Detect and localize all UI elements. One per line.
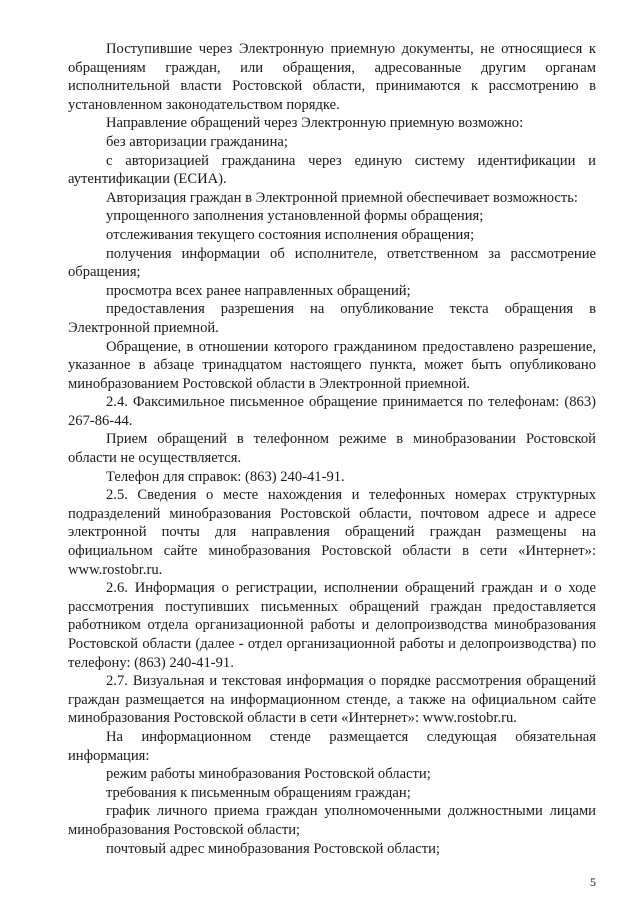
list-item: просмотра всех ранее направленных обращений; [106,282,411,299]
list-item: без авторизации гражданина; [106,133,288,150]
paragraph: 2.4. Факсимильное письменное обращение принимается по телефонам: (863) 267-86-44. [68,394,596,429]
list-item: требования к письменным обращениям граждан; [106,784,411,801]
list-item: с авторизацией гражданина через единую систему идентификации и аутентификации (ЕСИА). [68,152,596,188]
paragraph: Телефон для справок: (863) 240-41-91. [106,468,345,485]
paragraph: 2.7. Визуальная и текстовая информация о порядке рассмотрения обращений граждан размещается на информационном стенде, а также на официальном сайте минобразования Ростовской области в сети «Интернет»: www.rostobr.ru. [68,673,596,727]
paragraph: 2.5. Сведения о месте нахождения и телефонных номерах структурных подразделений минобразования Ростовской области, почтовом адресе и адресе электронной почты для направления обращений граждан размещены на официальном сайте минобразования Ростовской области в сети «Интернет»: www.rostobr.ru. [68,487,596,578]
paragraph: Авторизация граждан в Электронной приемной обеспечивает возможность: [106,189,578,206]
page-number: 5 [590,875,596,889]
paragraph: 2.6. Информация о регистрации, исполнении обращений граждан и о ходе рассмотрения поступивших письменных обращений граждан предоставляется работником отдела организационной работы и делопроизводства минобразования Ростовской области (далее - отдел организационной работы и делопроизводства) по телефону: (863) 240-41-91. [68,580,596,671]
list-item: упрощенного заполнения установленной формы обращения; [106,208,484,225]
list-item: почтовый адрес минобразования Ростовской области; [106,840,440,857]
paragraph: Поступившие через Электронную приемную документы, не относящиеся к обращениям граждан, или обращения, адресованные другим органам исполнительной власти Ростовской области, принимаются к рассмотрению в установленном законодательством порядке. [68,41,596,113]
list-item: предоставления разрешения на опубликование текста обращения в Электронной приемной. [68,301,596,336]
list-item: график личного приема граждан уполномоченными должностными лицами минобразования Ростовской области; [68,803,596,838]
list-item: режим работы минобразования Ростовской области; [106,766,431,783]
list-item: получения информации об исполнителе, ответственном за рассмотрение обращения; [68,245,596,281]
paragraph: На информационном стенде размещается следующая обязательная информация: [68,728,596,764]
document-body [68,40,596,858]
list-item: отслеживания текущего состояния исполнения обращения; [106,226,475,243]
paragraph: Прием обращений в телефонном режиме в минобразовании Ростовской области не осуществляется. [68,431,596,467]
paragraph: Направление обращений через Электронную приемную возможно: [106,115,524,132]
paragraph: Обращение, в отношении которого гражданином предоставлено разрешение, указанное в абзаце тринадцатом настоящего пункта, может быть опубликовано минобразованием Ростовской области в Электронной приемной. [68,338,596,392]
